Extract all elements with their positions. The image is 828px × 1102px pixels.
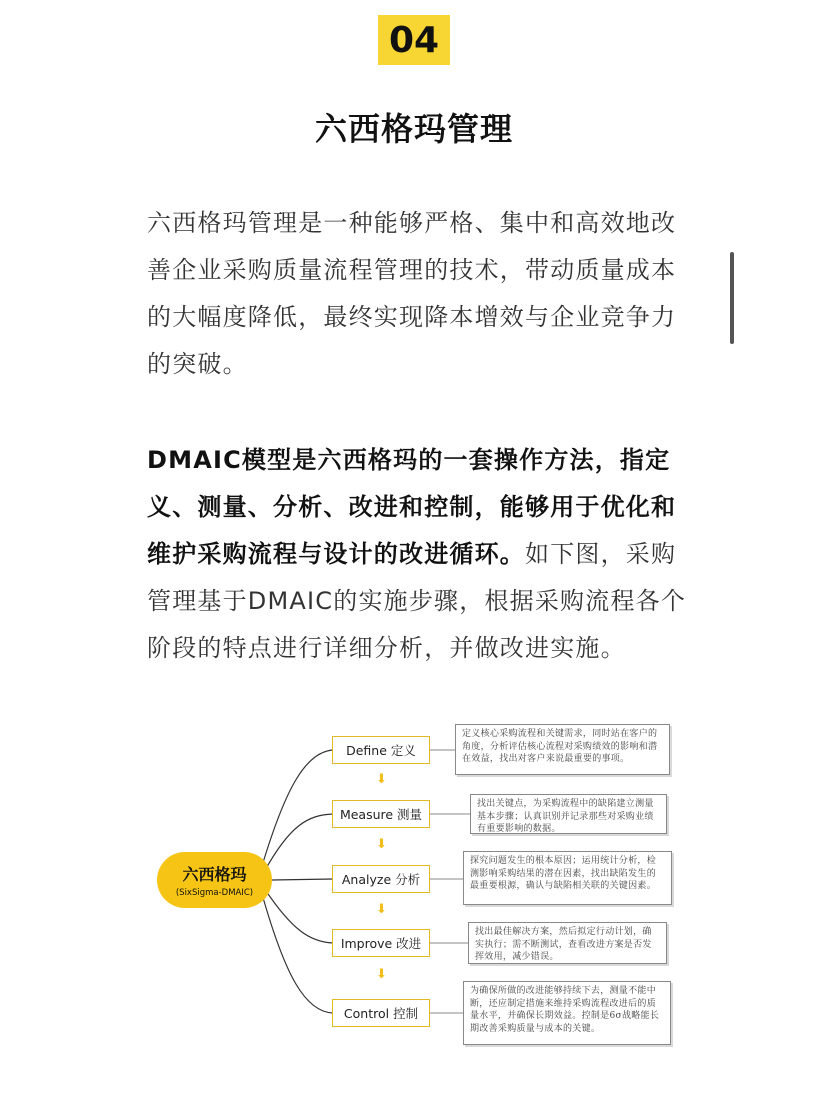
section-number-badge: 04 (378, 15, 450, 65)
dmaic-paragraph-normal: 如下图，采购管理基于DMAIC的实施步骤，根据采购流程各个阶段的特点进行详细分析，并做改进实施。 (147, 540, 687, 662)
analyze-description: 探究问题发生的根本原因；运用统计分析，检测影响采购结果的潜在因素，找出缺陷发生的最重要根源，确认与缺陷相关联的关键因素。 (463, 851, 672, 905)
down-arrow-icon: ⬇ (376, 837, 387, 852)
scrollbar-thumb[interactable] (730, 252, 734, 344)
six-sigma-hub (157, 852, 272, 908)
step-define: Define 定义 (332, 736, 430, 764)
measure-description: 找出关键点，为采购流程中的缺陷建立测量基本步骤；认真识别并记录那些对采购业绩有重要影响的数据。 (470, 794, 667, 834)
down-arrow-icon: ⬇ (376, 902, 387, 917)
control-description: 为确保所做的改进能够持续下去，测量不能中断，还应制定措施来维持采购流程改进后的质量水平，并确保长期效益。控制是6σ战略能长期改善采购质量与成本的关键。 (463, 981, 671, 1045)
define-description: 定义核心采购流程和关键需求，同时站在客户的角度，分析评估核心流程对采购绩效的影响和潜在效益，找出对客户来说最重要的事项。 (455, 724, 670, 775)
hub-subtitle: (SixSigma-DMAIC) (175, 888, 254, 898)
step-improve: Improve 改进 (332, 929, 430, 957)
page-title: 六西格玛管理 (314, 110, 513, 148)
step-control: Control 控制 (332, 999, 430, 1027)
step-analyze: Analyze 分析 (332, 865, 430, 893)
dmaic-paragraph (147, 437, 692, 672)
step-measure: Measure 测量 (332, 800, 430, 828)
intro-paragraph: 六西格玛管理是一种能够严格、集中和高效地改善企业采购质量流程管理的技术，带动质量成本的大幅度降低，最终实现降本增效与企业竞争力的突破。 (147, 209, 677, 378)
dmaic-paragraph-bold: DMAIC模型是六西格玛的一套操作方法，指定义、测量、分析、改进和控制，能够用于优化和维护采购流程与设计的改进循环。 (147, 446, 677, 568)
down-arrow-icon: ⬇ (376, 772, 387, 787)
hub-title: 六西格玛 (182, 865, 247, 884)
improve-description: 找出最佳解决方案，然后拟定行动计划，确实执行；需不断测试，查看改进方案是否发挥效用，减少错误。 (468, 922, 667, 964)
down-arrow-icon: ⬇ (376, 967, 387, 982)
